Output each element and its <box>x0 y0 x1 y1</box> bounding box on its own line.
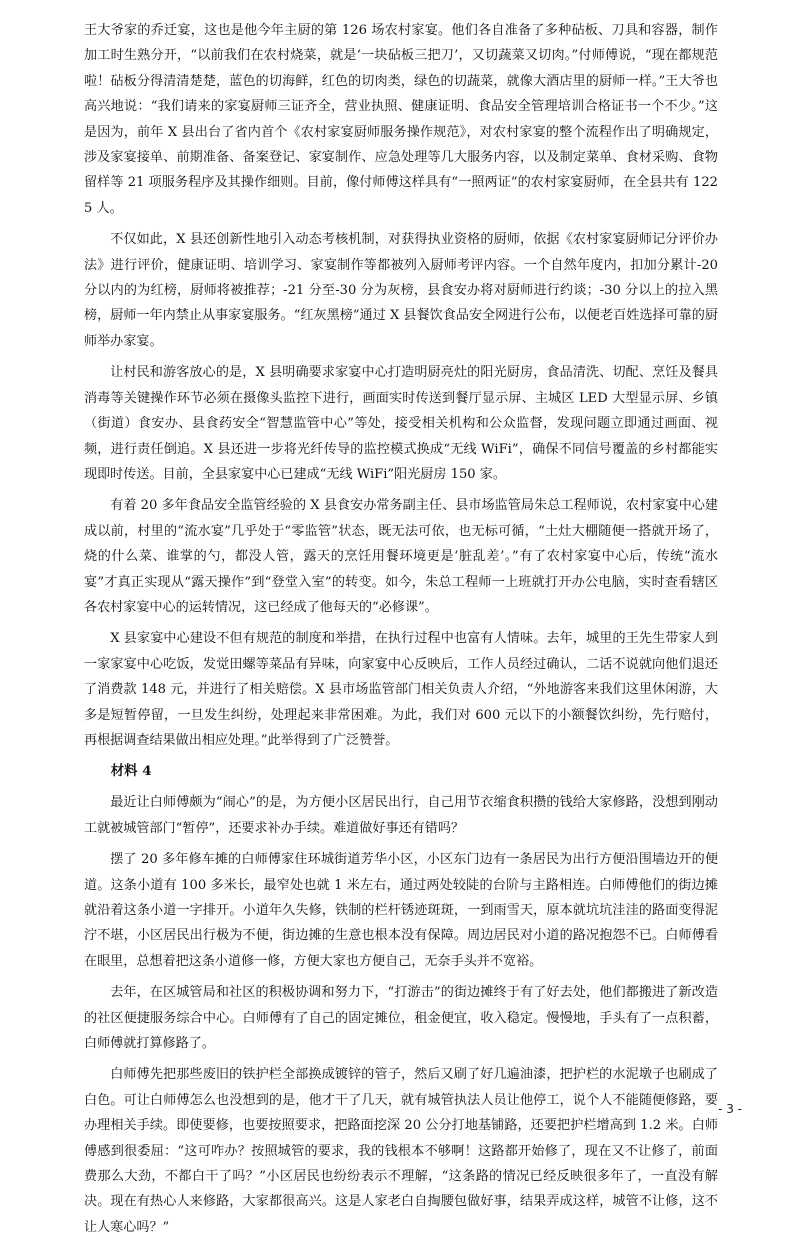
paragraph-supervision-history: 有着 20 多年食品安全监管经验的 X 县食安办常务副主任、县市场监管局朱总工程师说，农村家宴中心建成以前，村里的“流水宴”几乎处于“零监管”状态，既无法可依，也无标可循，“土灶大棚随便一搭就开场了，烧的什么菜、谁掌的勺，都没人管，露天的烹饪用餐环境更是‘脏乱差’。”有了农村家宴中心后，传统“流水宴”才真正实现从“露天操作”到“登堂入室”的转变。如今，朱总工程师一上班就打开办公电脑，实时查看辖区各农村家宴中心的运转情况，这已经成了他每天的“必修课”。 <box>84 498 718 615</box>
paragraph-bai-background: 摆了 20 多年修车摊的白师傅家住环城街道芳华小区，小区东门边有一条居民为出行方便沿围墙边开的便道。这条小道有 100 多米长，最窄处也就 1 米左右，通过两处较陡的台阶与主路相连。白师傅他们的街边摊就沿着这条小道一字排开。小道年久失修，铁制的栏杆锈迹斑斑，一到雨雪天，原本就坑坑洼洼的路面变得泥泞不堪，小区居民出行极为不便，街边摊的生意也根本没有保障。周边居民对小道的路况抱怨不已。白师傅看在眼里，总想着把这条小道修一修，方便大家也方便自己，无奈手头并不宽裕。 <box>84 852 718 969</box>
paragraph-bai-stall-relocation: 去年，在区城管局和社区的积极协调和努力下，“打游击”的街边摊终于有了好去处，他们都搬进了新改造的社区便捷服务综合中心。白师傅有了自己的固定摊位，租金便宜，收入稳定。慢慢地，手头有了一点积蓄，白师傅就打算修路了。 <box>84 985 718 1052</box>
paragraph-dispute-handling: X 县家宴中心建设不但有规范的制度和举措，在执行过程中也富有人情味。去年，城里的王先生带家人到一家家宴中心吃饭，发觉田螺等菜品有异味，向家宴中心反映后，工作人员经过确认，二话不说就向他们退还了消费款 148 元，并进行了相关赔偿。X 县市场监管部门相关负责人介绍，“外地游客来我们这里休闲游，大多是短暂停留，一旦发生纠纷，处理起来非常困难。为此，我们对 600 元以下的小额餐饮纠纷，先行赔付，再根据调查结果做出相应处理。”此举得到了广泛赞誉。 <box>84 631 718 748</box>
document-body <box>84 18 718 1246</box>
paragraph-bai-road-repair: 白师傅先把那些废旧的铁护栏全部换成镀锌的管子，然后又刷了好几遍油漆，把护栏的水泥墩子也刷成了白色。可让白师傅怎么也没想到的是，他才干了几天，就有城管执法人员让他停工，说个人不能随便修路，要办理相关手续。即使要修，也要按照要求，把路面挖深 20 公分打地基铺路，还要把护栏增高到 1.2 米。白师傅感到很委屈：“这可咋办？按照城管的要求，我的钱根本不够啊！这路都开始修了，现在又不让修了，前面费那么大劲，不都白干了吗？”小区居民也纷纷表示不理解，“这条路的情况已经反映很多年了，一直没有解决。现在有热心人来修路，大家都很高兴。这是人家老白自掏腰包做好事，结果弄成这样，城管不让修，这不让人寒心吗？” <box>84 1067 718 1235</box>
paragraph-sunshine-kitchen: 让村民和游客放心的是，X 县明确要求家宴中心打造明厨亮灶的阳光厨房，食品清洗、切配、烹饪及餐具消毒等关键操作环节必须在摄像头监控下进行，画面实时传送到餐厅显示屏、主城区 LED 大型显示屏、乡镇（街道）食安办、县食药安全“智慧监管中心”等处，接受相关机构和公众监督，发现问题立即通过画面、视频，进行责任倒追。X 县还进一步将光纤传导的监控模式换成“无线 WiFi”，确保不同信号覆盖的乡村都能实现即时传送。目前，全县家宴中心已建成“无线 WiFi”阳光厨房 150 家。 <box>84 365 718 482</box>
page-number: - 3 - <box>718 1102 742 1116</box>
section-heading-material-4: 材料 4 <box>110 763 152 780</box>
paragraph-continuation: 王大爷家的乔迁宴，这也是他今年主厨的第 126 场农村家宴。他们各自准备了多种砧板、刀具和容器，制作加工时生熟分开，“以前我们在农村烧菜，就是‘一块砧板三把刀’，又切蔬菜又切肉。”付师傅说，“现在都规范啦！砧板分得清清楚楚，蓝色的切海鲜，红色的切肉类，绿色的切蔬菜，就像大酒店里的厨师一样。”王大爷也高兴地说：“我们请来的家宴厨师三证齐全，营业执照、健康证明、食品安全管理培训合格证书一个不少。”这是因为，前年 X 县出台了省内首个《农村家宴厨师服务操作规范》，对农村家宴的整个流程作出了明确规定，涉及家宴接单、前期准备、备案登记、家宴制作、应急处理等几大服务内容，以及制定菜单、食材采购、食物留样等 21 项服务程序及其操作细则。目前，像付师傅这样具有“一照两证”的农村家宴厨师，在全县共有 1225 人。 <box>84 23 718 216</box>
paragraph-dynamic-assessment: 不仅如此，X 县还创新性地引入动态考核机制，对获得执业资格的厨师，依据《农村家宴厨师记分评价办法》进行评价，健康证明、培训学习、家宴制作等都被列入厨师考评内容。一个自然年度内，扣加分累计-20 分以内的为红榜，厨师将被推荐；-21 分至-30 分为灰榜，县食安办将对厨师进行约谈；-30 分以上的拉入黑榜，厨师一年内禁止从事家宴服务。“红灰黑榜”通过 X 县餐饮食品安全网进行公布，以便老百姓选择可靠的厨师举办家宴。 <box>84 232 718 349</box>
paragraph-bai-intro: 最近让白师傅颇为“闹心”的是，为方便小区居民出行，自己用节衣缩食积攒的钱给大家修路，没想到刚动工就被城管部门“暂停”，还要求补办手续。难道做好事还有错吗？ <box>84 795 718 836</box>
